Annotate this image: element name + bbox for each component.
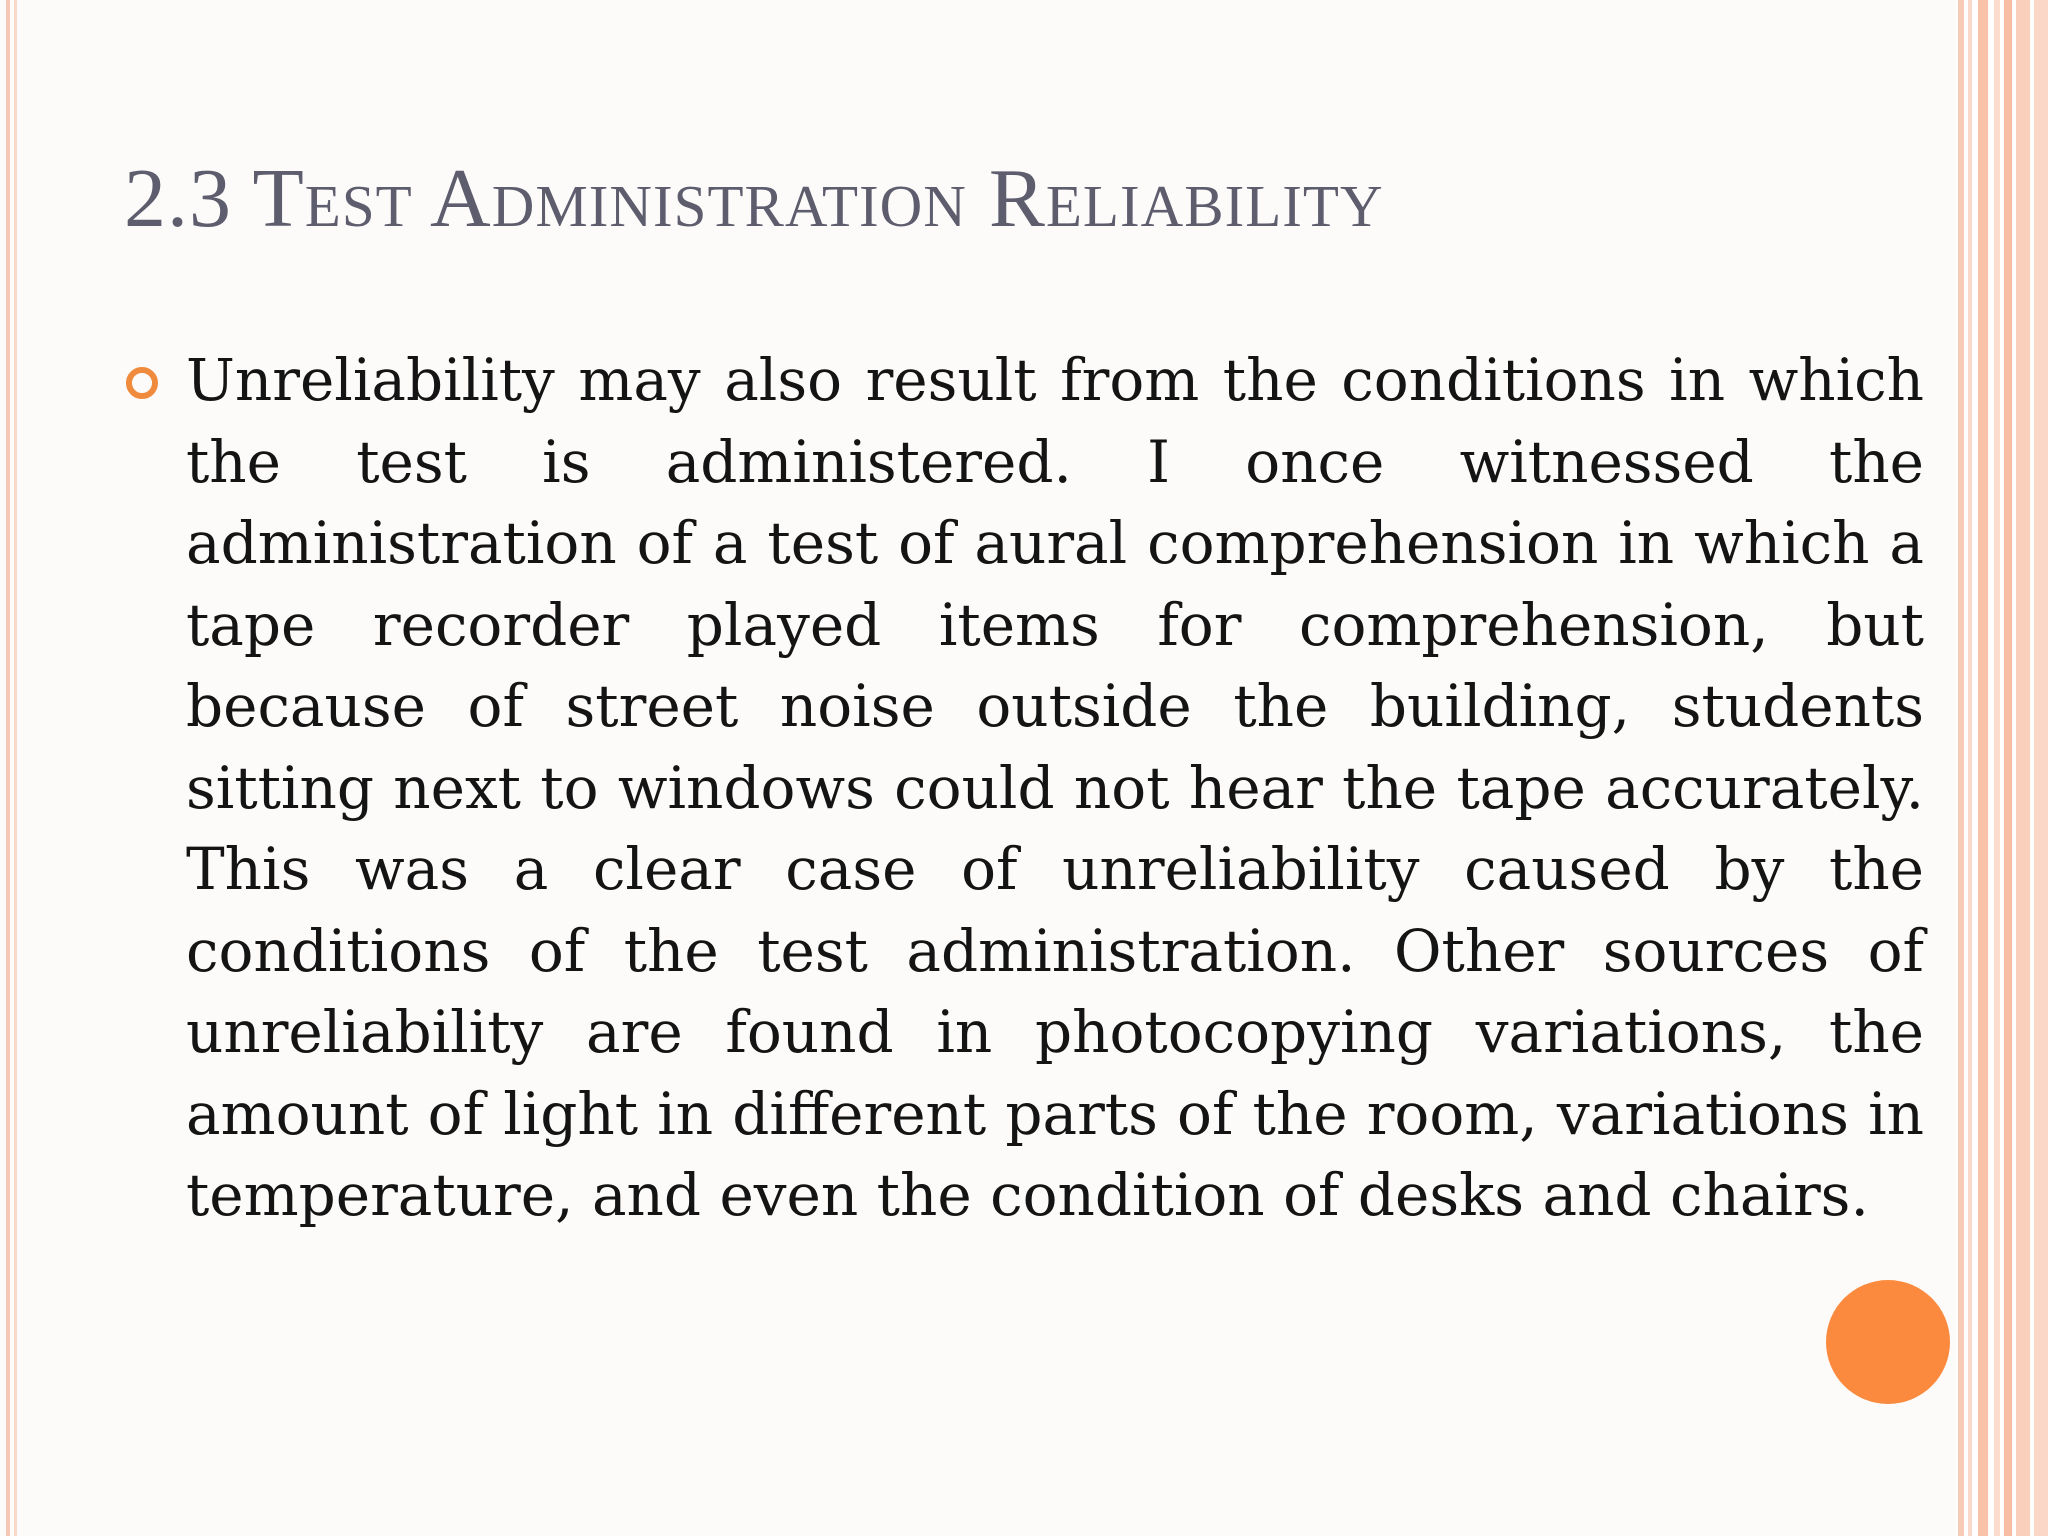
right-stripe: [1958, 0, 1964, 1536]
right-stripe: [2034, 0, 2048, 1536]
bullet-icon: [126, 367, 158, 399]
bullet-item: [186, 340, 1924, 1237]
slide-title: 2.3 Test Administration Reliability: [124, 152, 1384, 245]
left-border-line: [14, 0, 17, 1536]
left-border-line: [6, 0, 10, 1536]
right-stripe: [1978, 0, 1988, 1536]
right-stripe: [1968, 0, 1972, 1536]
right-stripe: [2004, 0, 2012, 1536]
bullet-text: Unreliability may also result from the conditions in which the test is administered. I once witnessed the administration of a test of aural comprehension in which a tape recorder played items for comprehension, but because of street noise outside the building, students sitting next to windows could not hear the tape accurately. This was a clear case of unreliability caused by the conditions of the test administration. Other sources of unreliability are found in photocopying variations, the amount of light in different parts of the room, variations in temperature, and even the condition of desks and chairs.: [186, 346, 1924, 1229]
right-stripe: [2016, 0, 2030, 1536]
orange-circle-decoration: [1826, 1280, 1950, 1404]
right-stripe: [1994, 0, 2000, 1536]
